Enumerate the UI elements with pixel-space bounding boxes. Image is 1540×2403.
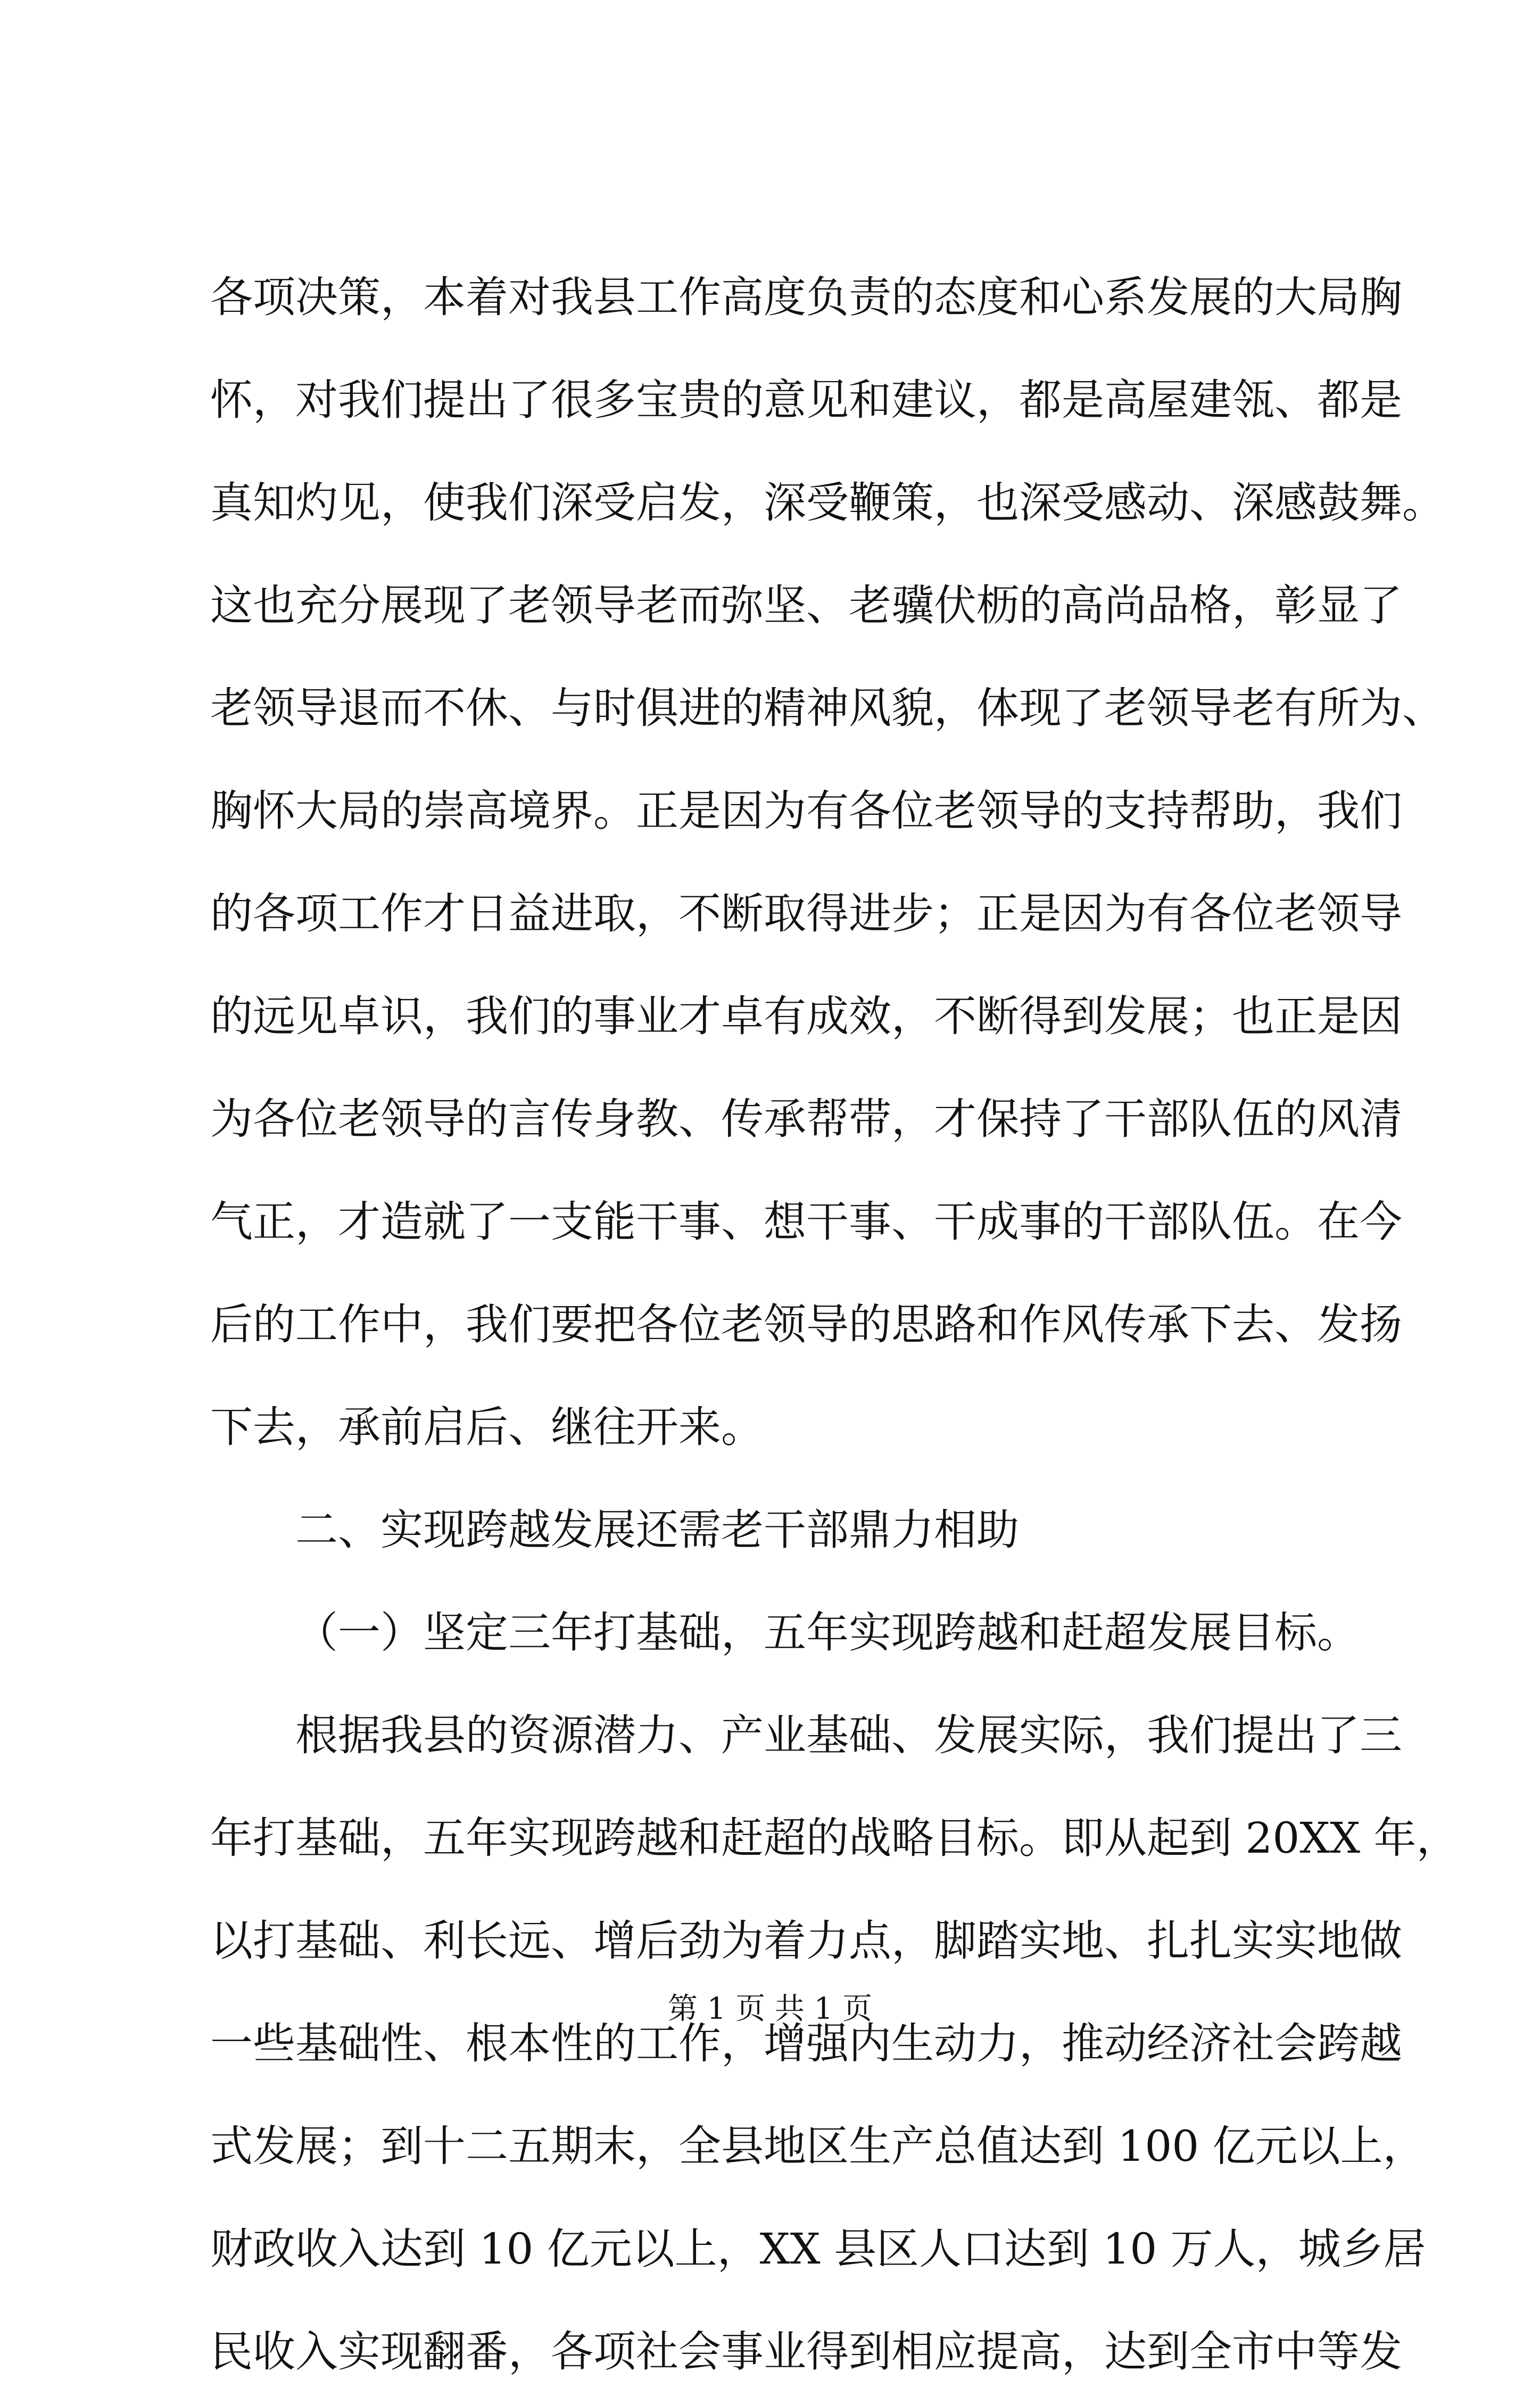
subsection-heading: （一）坚定三年打基础，五年实现跨越和赶超发展目标。 xyxy=(295,1608,1360,1657)
text-line: 财政收入达到 10 亿元以上，XX 县区人口达到 10 万人，城乡居 xyxy=(210,2224,1426,2274)
text-line: 的远见卓识，我们的事业才卓有成效，不断得到发展；也正是因 xyxy=(210,992,1402,1041)
text-line: 怀，对我们提出了很多宝贵的意见和建议，都是高屋建瓴、都是 xyxy=(210,375,1402,425)
page-footer: 第 1 页 共 1 页 xyxy=(667,1992,873,2026)
text-line: 民收入实现翻番，各项社会事业得到相应提高，达到全市中等发 xyxy=(210,2327,1402,2376)
section-heading: 二、实现跨越发展还需老干部鼎力相助 xyxy=(295,1505,1019,1555)
text-line: 各项决策，本着对我县工作高度负责的态度和心系发展的大局胸 xyxy=(210,272,1402,322)
text-line: 一些基础性、根本性的工作，增强内生动力，推动经济社会跨越 xyxy=(210,2019,1402,2068)
text-line: 后的工作中，我们要把各位老领导的思路和作风传承下去、发扬 xyxy=(210,1300,1402,1349)
text-line: 下去，承前启后、继往开来。 xyxy=(210,1402,764,1452)
text-line: 老领导退而不休、与时俱进的精神风貌，体现了老领导老有所为、 xyxy=(210,683,1445,733)
text-line: 的各项工作才日益进取，不断取得进步；正是因为有各位老领导 xyxy=(210,889,1402,938)
text-line: 年打基础，五年实现跨越和赶超的战略目标。即从起到 20XX 年， xyxy=(210,1813,1459,1863)
text-line: 根据我县的资源潜力、产业基础、发展实际，我们提出了三 xyxy=(295,1711,1402,1760)
body-text xyxy=(210,246,1459,2403)
text-line: 式发展；到十二五期末，全县地区生产总值达到 100 亿元以上， xyxy=(210,2121,1426,2171)
text-line: 真知灼见，使我们深受启发，深受鞭策，也深受感动、深感鼓舞。 xyxy=(210,478,1445,527)
text-line: 这也充分展现了老领导老而弥坚、老骥伏枥的高尚品格，彰显了 xyxy=(210,581,1402,630)
text-line: 以打基础、利长远、增后劲为着力点，脚踏实地、扎扎实实地做 xyxy=(210,1916,1402,1966)
text-line: 胸怀大局的崇高境界。正是因为有各位老领导的支持帮助，我们 xyxy=(210,786,1402,836)
text-line: 为各位老领导的言传身教、传承帮带，才保持了干部队伍的风清 xyxy=(210,1094,1402,1144)
text-line: 气正，才造就了一支能干事、想干事、干成事的干部队伍。在今 xyxy=(210,1197,1402,1246)
